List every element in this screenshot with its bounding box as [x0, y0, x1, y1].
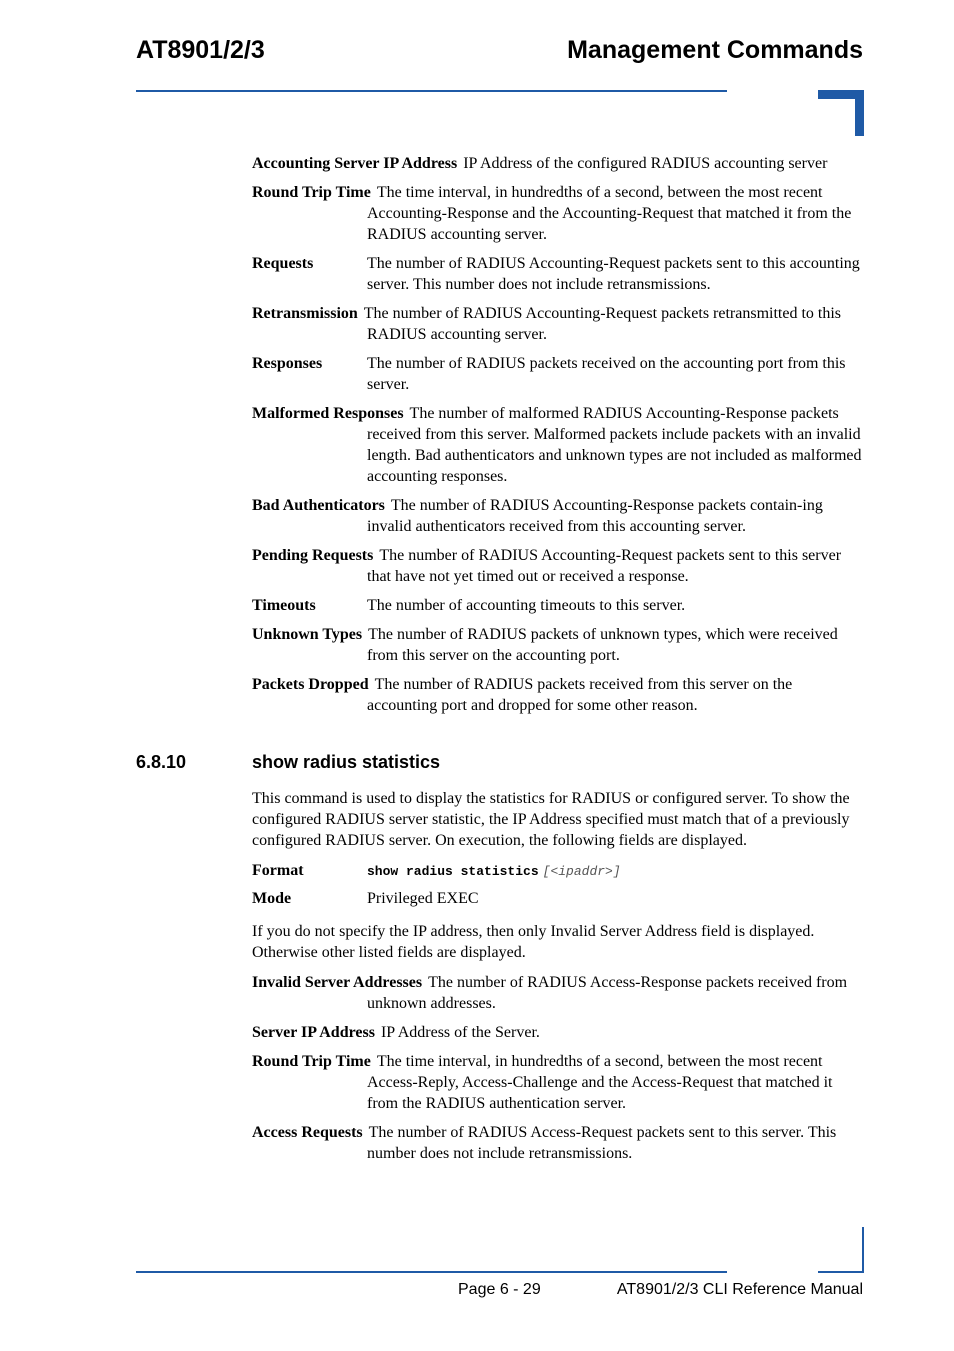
header-product: AT8901/2/3	[136, 36, 265, 64]
definition-item	[252, 545, 864, 587]
footer-corner-mark	[862, 1227, 864, 1273]
definition-desc: The number of accounting timeouts to this server.	[367, 597, 686, 614]
definition-item	[252, 595, 864, 616]
definition-item	[252, 1122, 864, 1164]
definition-term: Round Trip Time	[252, 184, 371, 201]
definition-term: Unknown Types	[252, 626, 363, 643]
footer-page-number: Page 6 - 29	[458, 1281, 541, 1298]
section-body	[252, 788, 864, 1172]
definition-desc: The number of RADIUS Accounting-Response packets contain-ing invalid authenticators received from this accounting server.	[367, 497, 823, 535]
definition-desc: The number of RADIUS Accounting-Request packets retransmitted to this RADIUS accounting server.	[363, 305, 842, 343]
definition-desc: The time interval, in hundredths of a second, between the most recent Access-Reply, Access-Challenge and the Access-Request that matched it from the RADIUS authentication server.	[367, 1053, 833, 1112]
definition-term: Packets Dropped	[252, 676, 369, 693]
definition-item	[252, 303, 864, 345]
definition-desc: The number of RADIUS Accounting-Request packets sent to this server that have not yet timed out or received a response.	[367, 547, 842, 585]
definition-desc: The number of RADIUS Access-Response packets received from unknown addresses.	[367, 974, 848, 1012]
mode-label: Mode	[252, 890, 292, 907]
section-heading	[136, 752, 440, 773]
format-row	[252, 860, 864, 882]
definition-item	[252, 403, 864, 487]
format-label: Format	[252, 862, 304, 879]
mode-row	[252, 888, 864, 909]
definition-term: Round Trip Time	[252, 1053, 371, 1070]
definition-item	[252, 153, 864, 174]
definition-desc: IP Address of the configured RADIUS accounting server	[463, 155, 828, 172]
definition-desc: IP Address of the Server.	[380, 1024, 540, 1041]
definition-desc: The number of RADIUS packets received from this server on the accounting port and dropped for some other reason.	[367, 676, 793, 714]
definition-item	[252, 353, 864, 395]
definition-term: Accounting Server IP Address	[252, 155, 458, 172]
definition-term: Requests	[252, 255, 314, 272]
footer-manual-title: AT8901/2/3 CLI Reference Manual	[616, 1281, 863, 1298]
section-intro: This command is used to display the statistics for RADIUS or configured server. To show the configured RADIUS server statistic, the IP Address specified must match that of a previously configured RADIUS server. On execution, the following fields are displayed.	[252, 790, 850, 849]
definition-desc: The number of RADIUS Accounting-Request packets sent to this accounting server. This number does not include retransmissions.	[367, 255, 860, 293]
definition-item	[252, 1022, 864, 1043]
definition-term: Server IP Address	[252, 1024, 375, 1041]
format-argument: [<ipaddr>]	[542, 864, 621, 879]
header-chapter: Management Commands	[567, 36, 863, 64]
definition-item	[252, 1051, 864, 1114]
definition-item	[252, 624, 864, 666]
mode-value: Privileged EXEC	[367, 890, 479, 907]
section-number: 6.8.10	[136, 752, 187, 772]
definition-term: Bad Authenticators	[252, 497, 385, 514]
definition-term: Timeouts	[252, 597, 316, 614]
definitions-top	[252, 153, 864, 724]
definition-desc: The number of RADIUS Access-Request packets sent to this server. This number does not include retransmissions.	[367, 1124, 837, 1162]
definition-term: Invalid Server Addresses	[252, 974, 423, 991]
definition-item	[252, 253, 864, 295]
format-command: show radius statistics	[367, 864, 539, 879]
definition-term: Malformed Responses	[252, 405, 404, 422]
definition-desc: The number of malformed RADIUS Accounting-Response packets received from this server. Malformed packets include packets with an invalid length. Bad authenticators and unknown types are not included as malformed accounting responses.	[367, 405, 862, 485]
definition-item	[252, 495, 864, 537]
definition-item	[252, 182, 864, 245]
definition-item	[252, 972, 864, 1014]
definition-term: Responses	[252, 355, 323, 372]
section-title: show radius statistics	[252, 752, 441, 772]
definition-term: Retransmission	[252, 305, 358, 322]
section-note: If you do not specify the IP address, then only Invalid Server Address field is displayed. Otherwise other listed fields are displayed.	[252, 923, 815, 961]
footer-corner-mark-base	[818, 1271, 864, 1273]
header-corner-mark	[818, 90, 864, 136]
definition-desc: The number of RADIUS packets of unknown types, which were received from this server on the accounting port.	[367, 626, 838, 664]
definition-desc: The time interval, in hundredths of a second, between the most recent Accounting-Response and the Accounting-Request that matched it from the RADIUS accounting server.	[367, 184, 852, 243]
footer-rule	[136, 1271, 727, 1273]
definition-term: Access Requests	[252, 1124, 363, 1141]
definition-term: Pending Requests	[252, 547, 374, 564]
header-rule	[136, 90, 727, 92]
definition-desc: The number of RADIUS packets received on the accounting port from this server.	[367, 355, 846, 393]
definition-item	[252, 674, 864, 716]
